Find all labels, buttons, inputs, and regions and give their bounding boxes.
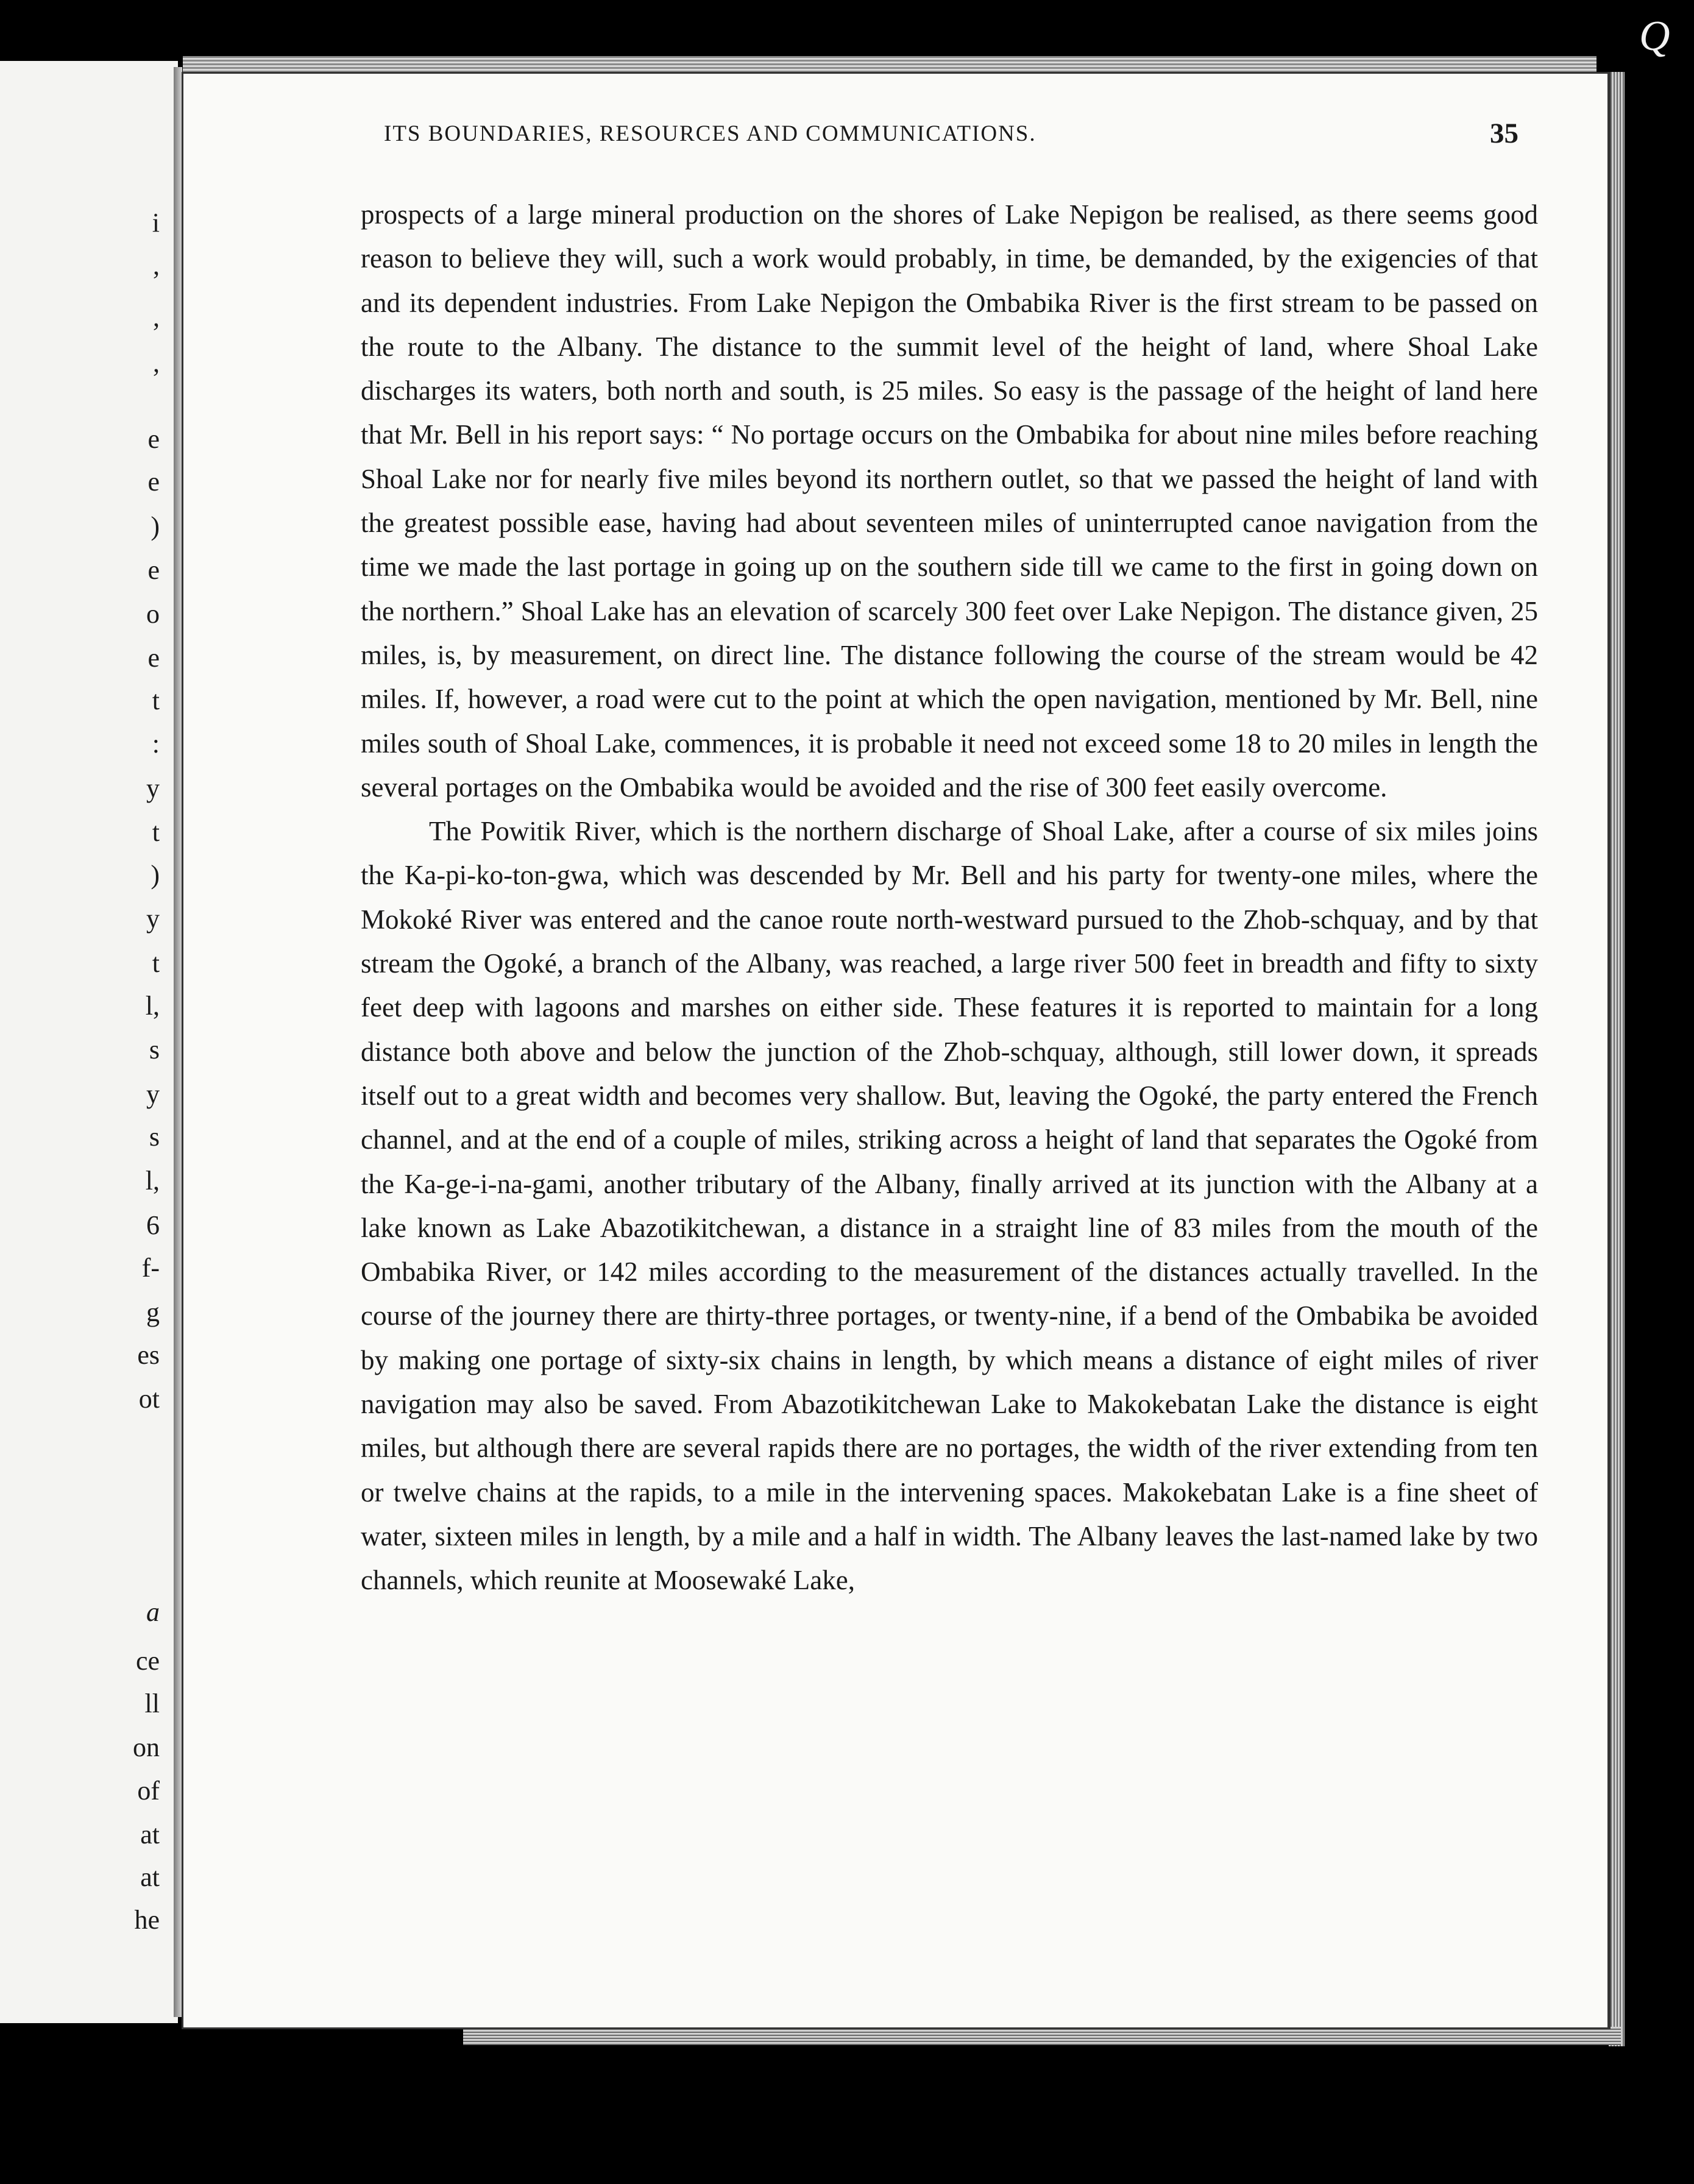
left-fragment: ot — [138, 1384, 160, 1414]
left-fragment: f- — [141, 1253, 160, 1283]
left-fragment: ll — [144, 1689, 160, 1718]
book-gutter — [174, 67, 182, 2017]
body-text — [361, 193, 1538, 1603]
left-fragment: at — [140, 1862, 160, 1892]
left-fragment: l, — [145, 1166, 160, 1196]
paragraph: The Powitik River, which is the northern discharge of Shoal Lake, after a course of six miles joins the Ka-pi-ko-ton-gwa, which was descended by Mr. Bell and his party for twenty-one miles, where the Mokoké River was entered and the canoe route north-westward pursued to the Zhob-schquay, and by that stream the Ogoké, a branch of the Albany, was reached, a large river 500 feet in breadth and fifty to sixty feet deep with lagoons and marshes on either side. These features it is reported to maintain for a long distance both above and below the junction of the Zhob-schquay, although, still lower down, it spreads itself out to a great width and becomes very shallow. But, leaving the Ogoké, the party entered the French channel, and at the end of a couple of miles, striking across a height of land that separates the Ogoké from the Ka-ge-i-na-gami, another tributary of the Albany, finally arrived at its junction with the Albany at a lake known as Lake Abazotikitchewan, a distance in a straight line of 83 miles from the mouth of the Ombabika River, or 142 miles according to the measurement of the distances actually travelled. In the course of the journey there are thirty-three portages, or twenty-nine, if a bend of the Ombabika be avoided by making one portage of sixty-six chains in length, by which means a distance of eight miles of river navigation may also be saved. From Abazotikitchewan Lake to Makokebatan Lake the distance is eight miles, but although there are several rapids there are no portages, the width of the river extending from ten or twelve chains at the rapids, to a mile in the intervening spaces. Makokebatan Lake is a fine sheet of water, sixteen miles in length, by a mile and a half in width. The Albany leaves the last-named lake by two channels, which reunite at Moosewaké Lake, — [361, 816, 1538, 1596]
left-fragment: a — [146, 1597, 160, 1627]
adjacent-left-page — [0, 61, 178, 2023]
left-fragment: t — [152, 948, 160, 978]
left-fragment: t — [152, 686, 160, 715]
page-number: 35 — [1490, 118, 1519, 149]
left-fragment: of — [137, 1776, 160, 1806]
left-fragment: 6 — [146, 1210, 160, 1240]
left-fragment: e — [147, 424, 160, 454]
left-fragment: e — [147, 555, 160, 585]
page-stack-right-edge — [1609, 72, 1625, 2046]
left-fragment: ) — [151, 860, 160, 890]
left-fragment: ce — [135, 1646, 160, 1676]
left-fragment: t — [152, 817, 160, 847]
left-fragment: g — [146, 1297, 160, 1327]
left-fragment: on — [133, 1732, 160, 1762]
corner-mark: Q — [1639, 13, 1670, 60]
left-fragment: e — [147, 643, 160, 673]
left-fragment: l, — [145, 991, 160, 1021]
left-fragment: o — [146, 599, 160, 629]
left-fragment: y — [146, 773, 160, 803]
left-fragment: , — [153, 348, 160, 378]
left-fragment: , — [153, 302, 160, 332]
left-fragment: he — [134, 1905, 160, 1935]
left-fragment: , — [153, 250, 160, 280]
running-head: ITS BOUNDARIES, RESOURCES AND COMMUNICATIONS. — [384, 121, 1037, 146]
page-stack-bottom-edge — [463, 2027, 1621, 2045]
left-fragment: at — [140, 1820, 160, 1849]
left-fragment: s — [149, 1035, 160, 1065]
left-fragment: s — [149, 1122, 160, 1152]
left-fragment: ) — [151, 511, 160, 541]
left-fragment: y — [146, 1079, 160, 1109]
paragraph: prospects of a large mineral production on the shores of Lake Nepigon be realised, as there seems good reason to believe they will, such a work would probably, in time, be demanded, by the exigencies of that and its dependent industries. From Lake Nepigon the Ombabika River is the first stream to be passed on the route to the Albany. The distance to the summit level of the height of land, where Shoal Lake discharges its waters, both north and south, is 25 miles. So easy is the passage of the height of land here that Mr. Bell in his report says: “ No portage occurs on the Ombabika for about nine miles before reaching Shoal Lake nor for nearly five miles beyond its northern outlet, so that we passed the height of land with the greatest possible ease, having had about seventeen miles of uninterrupted canoe navigation from the time we made the last portage in going up on the southern side till we came to the first in going down on the northern.” Shoal Lake has an elevation of scarcely 300 feet over Lake Nepigon. The distance given, 25 miles, is, by measurement, on direct line. The distance following the course of the stream would be 42 miles. If, however, a road were cut to the point at which the open navigation, mentioned by Mr. Bell, nine miles south of Shoal Lake, commences, it is probable it need not exceed some 18 to 20 miles in length the several portages on the Ombabika would be avoided and the rise of 300 feet easily overcome. — [361, 199, 1538, 803]
left-fragment: i — [152, 208, 160, 238]
left-fragment: y — [146, 904, 160, 934]
left-fragment: e — [147, 467, 160, 497]
left-fragment: : — [152, 729, 160, 759]
page-stack-top-edge — [183, 56, 1597, 72]
left-page-text-fragments — [0, 61, 178, 2023]
left-fragment: es — [137, 1340, 160, 1370]
